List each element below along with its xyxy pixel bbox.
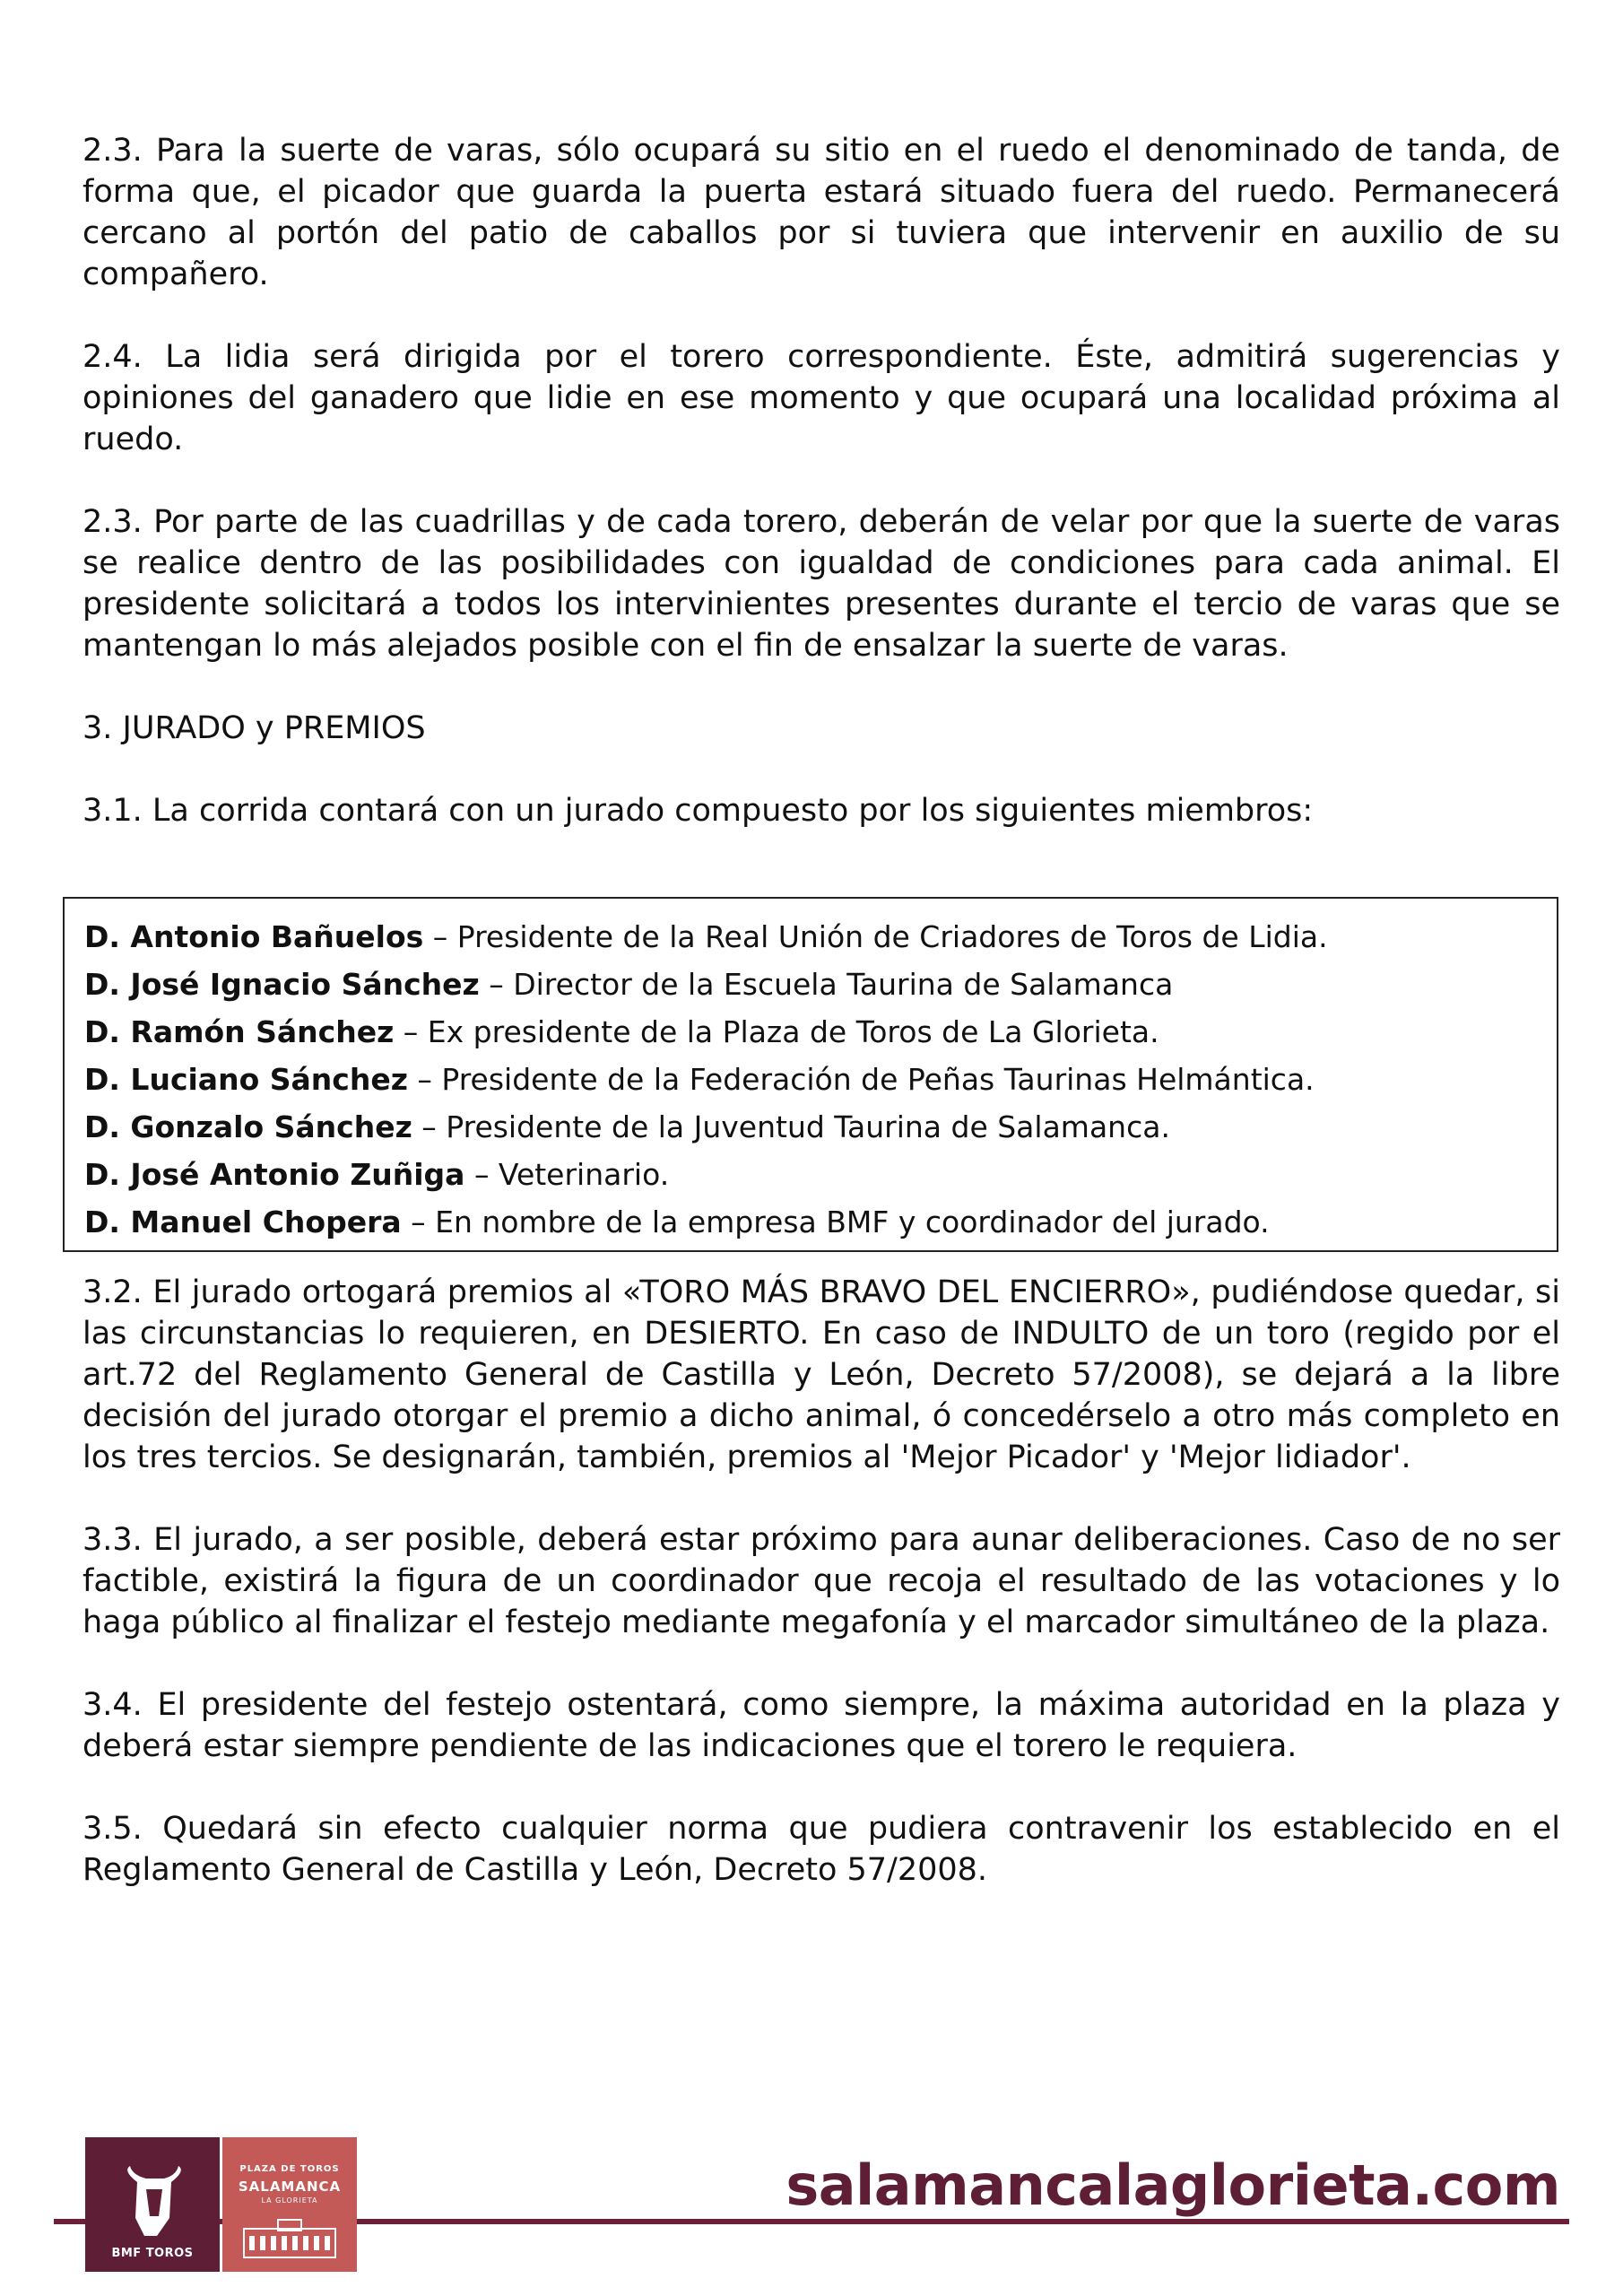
jury-member-role: – Presidente de la Real Unión de Criadores de Toros de Lidia. [423,919,1328,954]
jury-member-name: D. José Antonio Zuñiga [84,1157,465,1192]
jury-member [84,1103,1537,1151]
jury-member [84,1008,1537,1056]
jury-member [84,913,1537,961]
jury-members-box [63,897,1558,1252]
jury-member-role: – Presidente de la Juventud Taurina de Salamanca. [412,1109,1170,1144]
jury-member-name: D. Antonio Bañuelos [84,919,424,954]
paragraph-3-5-reglamento: 3.5. Quedará sin efecto cualquier norma que pudiera contravenir los establecido en el Reglamento General de Castilla y León, Decreto 57/2008. [82,1811,1560,1888]
jury-member-role: – Director de la Escuela Taurina de Salamanca [479,967,1174,1002]
jury-member-name: D. Manuel Chopera [84,1205,402,1239]
jury-member-role: – Ex presidente de la Plaza de Toros de La Glorieta. [394,1014,1159,1049]
jury-member-role: – En nombre de la empresa BMF y coordinador del jurado. [401,1205,1270,1239]
jury-member-name: D. Luciano Sánchez [84,1062,408,1097]
jury-member-name: D. Ramón Sánchez [84,1014,395,1049]
jury-member-name: D. Gonzalo Sánchez [84,1109,412,1144]
jury-member-role: – Presidente de la Federación de Peñas Taurinas Helmántica. [407,1062,1315,1097]
plaza-logo-line3: LA GLORIETA [261,2196,318,2205]
section-heading-jurado: 3. JURADO y PREMIOS [82,710,426,746]
paragraph-2-3-cuadrillas: 2.3. Por parte de las cuadrillas y de cada torero, deberán de velar por que la suerte de varas se realice dentro de las posibilidades con igualdad de condiciones para cada animal. El presidente solicitará a todos los intervinientes presentes durante el tercio de varas que se mantengan lo más alejados posible con el fin de ensalzar la suerte de varas. [82,504,1560,664]
paragraph-3-4-presidente: 3.4. El presidente del festejo ostentará, como siempre, la máxima autoridad en la plaza y deberá estar siempre pendiente de las indicaciones que el torero le requiera. [82,1687,1560,1764]
bull-icon [112,2164,193,2241]
paragraph-2-3-varas: 2.3. Para la suerte de varas, sólo ocupará su sitio en el ruedo el denominado de tanda, de forma que, el picador que guarda la puerta estará situado fuera del ruedo. Permanecerá cercano al portón del patio de caballos por si tuviera que intervenir en auxilio de su compañero. [82,133,1560,292]
website-url[interactable]: salamancalaglorieta.com [785,2152,1560,2218]
plaza-toros-logo [222,2137,357,2272]
paragraph-3-3-deliberaciones: 3.3. El jurado, a ser posible, deberá estar próximo para aunar deliberaciones. Caso de no ser factible, existirá la figura de un coordinador que recoja el resultado de las votaciones y lo haga público al finalizar el festejo mediante megafonía y el marcador simultáneo de la plaza. [82,1522,1560,1640]
document-body [82,130,1560,844]
document-body-continued [82,1272,1560,1932]
jury-member [84,1151,1537,1198]
paragraph-3-1-intro: 3.1. La corrida contará con un jurado compuesto por los siguientes miembros: [82,793,1314,829]
bullring-building-icon [242,2216,337,2259]
jury-member [84,1198,1537,1246]
jury-member [84,961,1537,1008]
bmf-logo-text: BMF TOROS [111,2247,194,2260]
jury-member [84,1056,1537,1103]
paragraph-2-4-lidia: 2.4. La lidia será dirigida por el torero correspondiente. Éste, admitirá sugerencias y opiniones del ganadero que lidie en ese momento y que ocupará una localidad próxima al ruedo. [82,339,1560,457]
jury-member-name: D. José Ignacio Sánchez [84,967,480,1002]
jury-member-role: – Veterinario. [464,1157,670,1192]
plaza-logo-line1: PLAZA DE TOROS [239,2164,340,2174]
paragraph-3-2-premios: 3.2. El jurado ortogará premios al «TORO MÁS BRAVO DEL ENCIERRO», pudiéndose quedar, si las circunstancias lo requieren, en DESIERTO. En caso de INDULTO de un toro (regido por el art.72 del Reglamento General de Castilla y León, Decreto 57/2008), se dejará a la libre decisión del jurado otorgar el premio a dicho animal, ó concedérselo a otro más completo en los tres tercios. Se designarán, también, premios al 'Mejor Picador' y 'Mejor lidiador'. [82,1274,1560,1475]
bmf-toros-logo [85,2137,220,2272]
plaza-logo-line2: SALAMANCA [238,2179,342,2195]
